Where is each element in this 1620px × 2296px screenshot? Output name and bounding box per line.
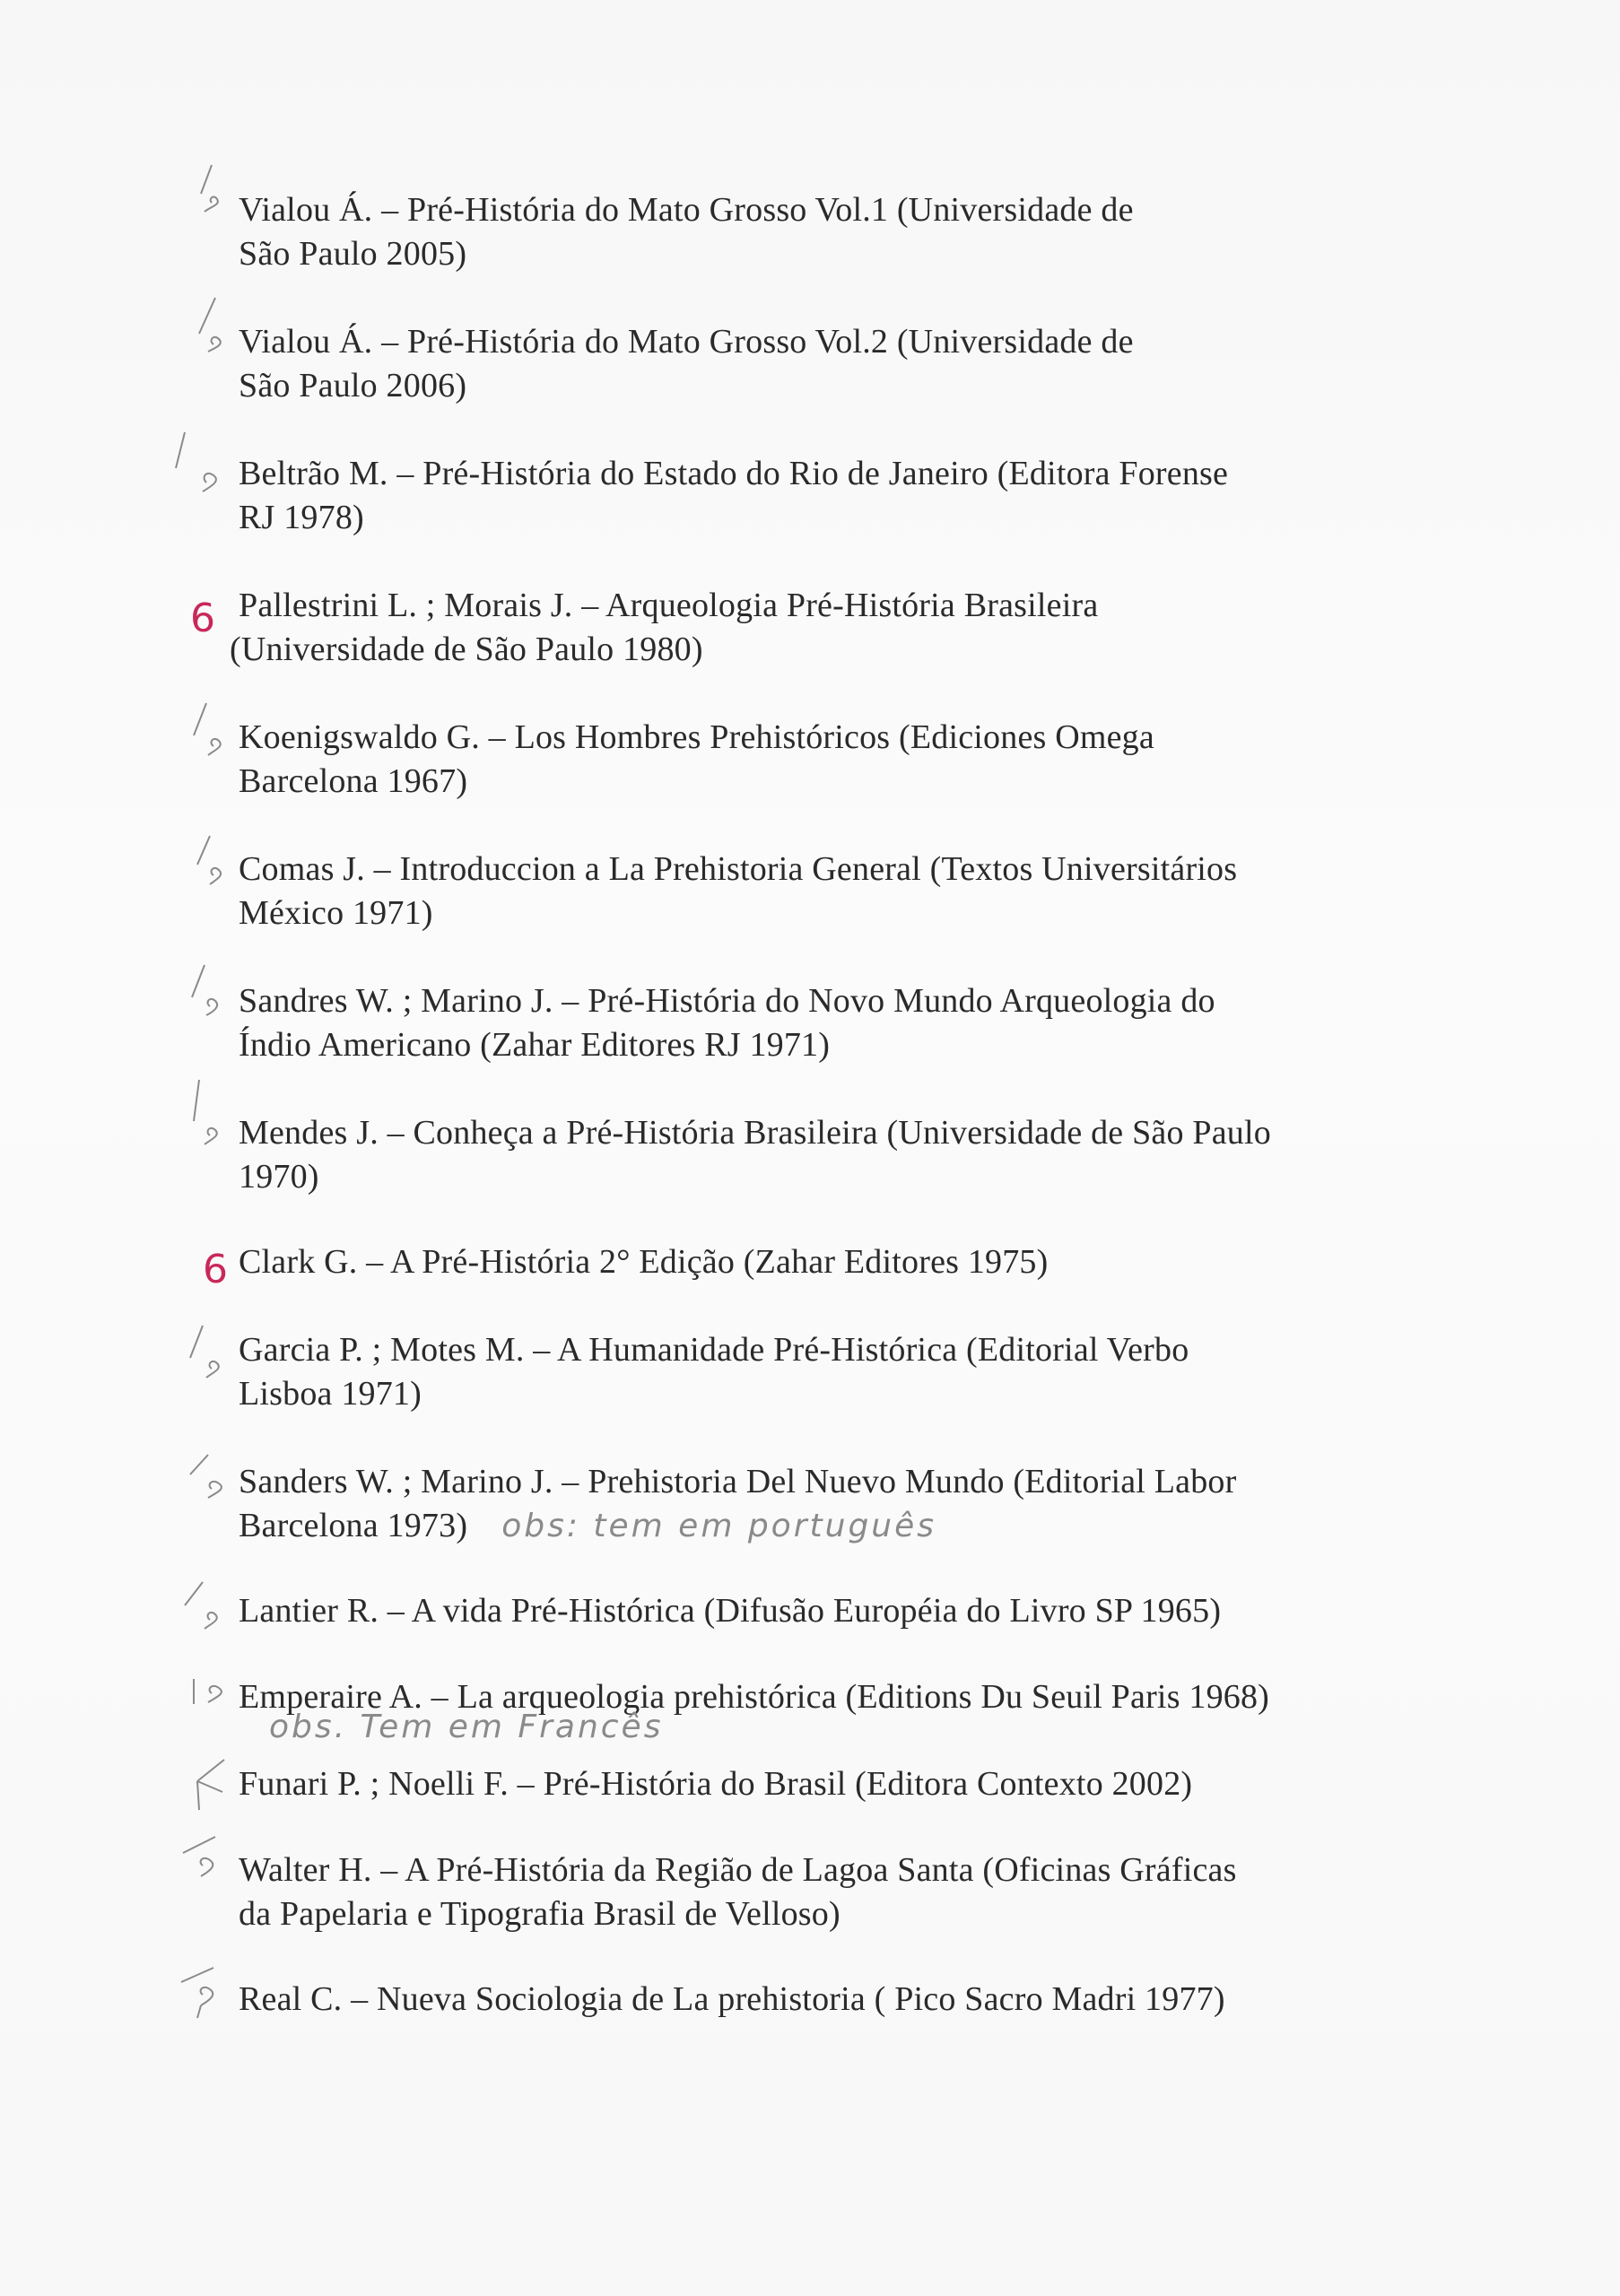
check-mark-icon: [170, 429, 233, 491]
bibliography-entry: [239, 848, 1396, 935]
entry-line-1: Garcia P. ; Motes M. – A Humanidade Pré-Histórica (Editorial Verbo: [239, 1331, 1189, 1369]
bibliography-entry: [230, 584, 1396, 672]
entry-line-2: da Papelaria e Tipografia Brasil de Velloso): [239, 1895, 840, 1933]
entry-line-2: México 1971): [239, 894, 433, 932]
red-six-mark-icon: 6: [190, 596, 215, 641]
check-mark-icon: [178, 1964, 240, 2027]
bibliography-entry: [239, 1848, 1396, 1936]
bibliography-entry: [239, 452, 1396, 540]
entry-line-1: Walter H. – A Pré-História da Região de Lagoa Santa (Oficinas Gráficas: [239, 1851, 1237, 1889]
entry-line-1: Emperaire A. – La arqueologia prehistórica (Editions Du Seuil Paris 1968): [239, 1678, 1270, 1716]
bibliography-entry: [239, 1978, 1396, 2022]
check-mark-icon: [183, 696, 246, 759]
red-six-mark-icon: 6: [203, 1247, 228, 1292]
check-mark-icon: [179, 1578, 242, 1641]
check-mark-icon: [179, 1322, 242, 1385]
bibliography-entry: [239, 1111, 1396, 1199]
bibliography-entry: [239, 188, 1396, 276]
entry-line-1: Vialou Á. – Pré-História do Mato Grosso Vol.2 (Universidade de: [239, 323, 1134, 361]
entry-line-2-group: [239, 1504, 1396, 1548]
check-mark-icon: [179, 960, 242, 1022]
entry-line-2: RJ 1978): [239, 499, 364, 536]
entry-line-2: Índio Americano (Zahar Editores RJ 1971): [239, 1026, 831, 1064]
handwritten-note: obs: tem em português: [501, 1508, 937, 1544]
entry-line-1: Sandres W. ; Marino J. – Pré-História do Novo Mundo Arqueologia do: [239, 982, 1215, 1020]
bibliography-entry: [239, 1240, 1396, 1284]
entry-line-2: Barcelona 1967): [239, 762, 468, 800]
entry-line-2: Lisboa 1971): [239, 1375, 422, 1413]
bibliography-entry: [239, 320, 1396, 408]
entry-line-2: (Universidade de São Paulo 1980): [230, 631, 703, 668]
entry-line-1: Lantier R. – A vida Pré-Histórica (Difusão Européia do Livro SP 1965): [239, 1592, 1222, 1630]
entry-line-1: Funari P. ; Noelli F. – Pré-História do Brasil (Editora Contexto 2002): [239, 1765, 1193, 1803]
check-mark-icon: [179, 1833, 242, 1896]
entry-line-1: Clark G. – A Pré-História 2° Edição (Zahar Editores 1975): [239, 1243, 1049, 1281]
entry-line-1: Real C. – Nueva Sociologia de La prehistoria ( Pico Sacro Madri 1977): [239, 1980, 1225, 2018]
entry-line-2: São Paulo 2006): [239, 367, 467, 404]
entry-line-2: 1970): [239, 1158, 319, 1196]
bibliography-entry: [239, 1589, 1396, 1633]
entry-line-2: Barcelona 1973): [239, 1507, 468, 1544]
handwritten-note: obs. Tem em Francês: [269, 1709, 664, 1745]
entry-line-2: São Paulo 2005): [239, 235, 467, 273]
entry-line-1: Vialou Á. – Pré-História do Mato Grosso Vol.1 (Universidade de: [239, 191, 1134, 229]
entry-line-1: Sanders W. ; Marino J. – Prehistoria Del Nuevo Mundo (Editorial Labor: [239, 1463, 1237, 1500]
bibliography-entry: [239, 1328, 1396, 1416]
entry-line-1: Mendes J. – Conheça a Pré-História Brasileira (Universidade de São Paulo: [239, 1114, 1271, 1152]
bibliography-entry: [239, 1762, 1396, 1806]
entry-line-1: Beltrão M. – Pré-História do Estado do Rio de Janeiro (Editora Forense: [239, 455, 1229, 492]
bibliography-entry: [239, 1460, 1396, 1548]
entry-line-1: Koenigswaldo G. – Los Hombres Prehistóricos (Ediciones Omega: [239, 718, 1154, 756]
entry-line-1: Comas J. – Introduccion a La Prehistoria General (Textos Universitários: [239, 850, 1238, 888]
bibliography-entry: [239, 979, 1396, 1067]
entry-line-1: Pallestrini L. ; Morais J. – Arqueologia Pré-História Brasileira: [239, 587, 1099, 624]
bibliography-entry: [239, 716, 1396, 804]
check-mark-icon: [178, 1076, 240, 1139]
